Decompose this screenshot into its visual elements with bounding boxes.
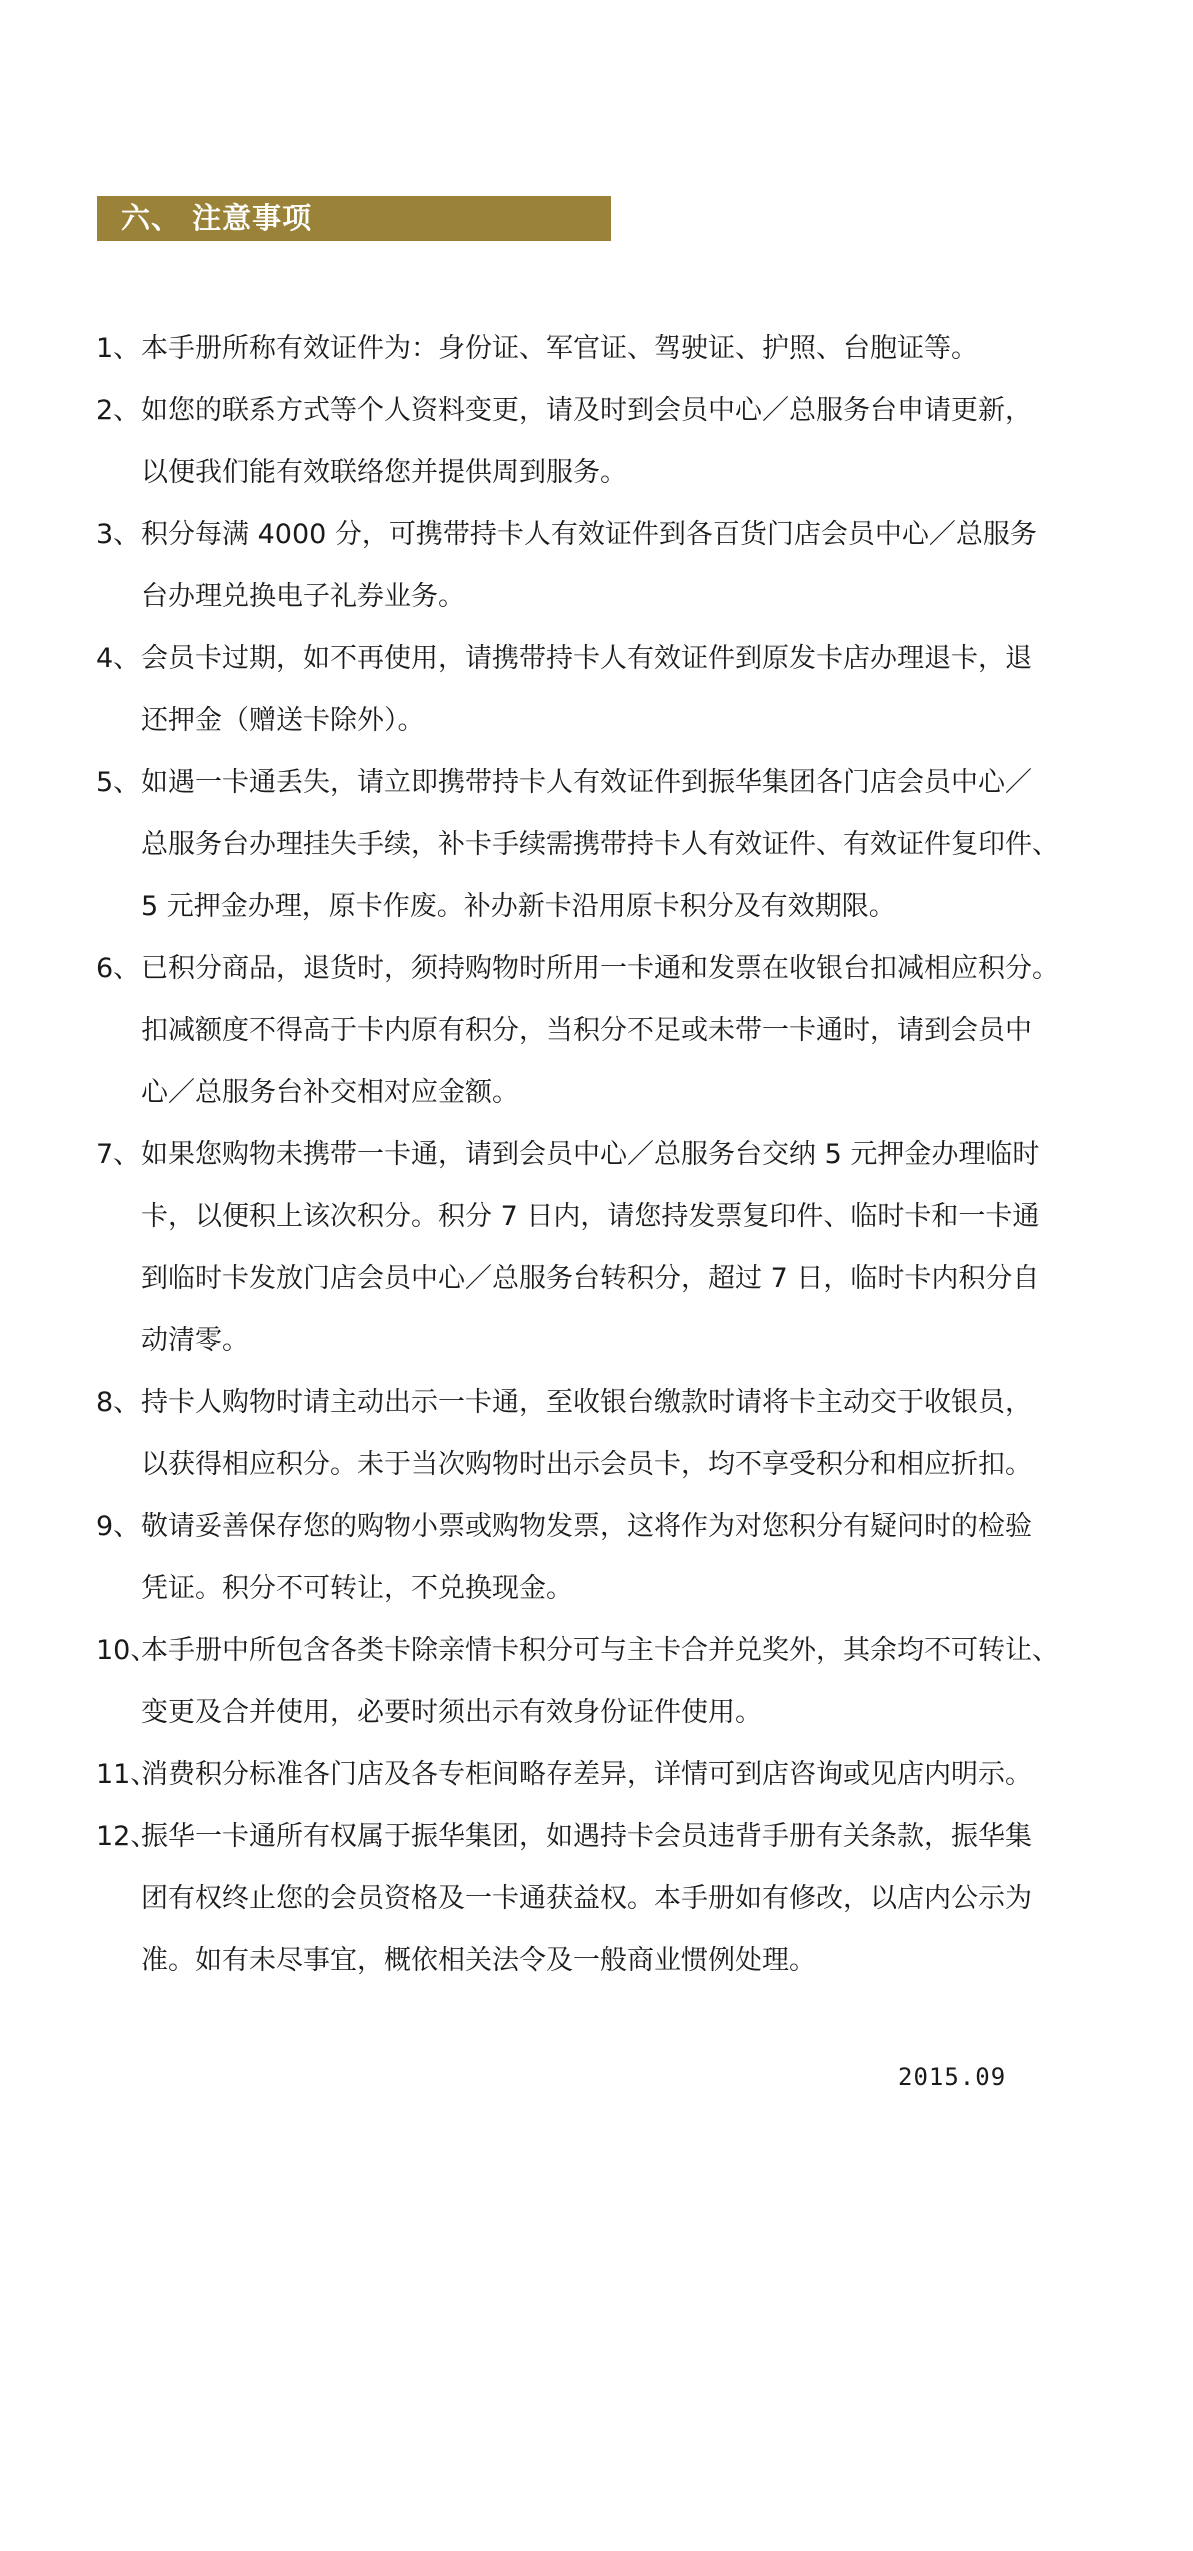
note-item — [96, 1372, 1126, 1496]
note-text-line: 持卡人购物时请主动出示一卡通，至收银台缴款时请将卡主动交于收银员， — [141, 1387, 1032, 1418]
note-item — [96, 938, 1126, 1124]
note-item — [96, 1496, 1126, 1620]
note-text-line: 扣减额度不得高于卡内原有积分，当积分不足或未带一卡通时，请到会员中 — [141, 1015, 1032, 1046]
note-text-line: 积分每满 4000 分，可携带持卡人有效证件到各百货门店会员中心／总服务 — [141, 519, 1037, 550]
note-text-line: 如您的联系方式等个人资料变更，请及时到会员中心／总服务台申请更新， — [141, 395, 1032, 426]
note-number: 12、 — [96, 1821, 158, 1852]
note-number: 3、 — [96, 519, 141, 550]
note-item — [96, 380, 1126, 504]
note-text-line: 本手册中所包含各类卡除亲情卡积分可与主卡合并兑奖外，其余均不可转让、 — [141, 1635, 1059, 1666]
note-number: 5、 — [96, 767, 141, 798]
note-item — [96, 1620, 1126, 1744]
note-item — [96, 318, 1126, 380]
note-item — [96, 752, 1126, 938]
note-text-line: 本手册所称有效证件为：身份证、军官证、驾驶证、护照、台胞证等。 — [141, 333, 978, 364]
note-text-line: 以便我们能有效联络您并提供周到服务。 — [141, 457, 627, 488]
document-date: 2015.09 — [898, 2063, 1007, 2091]
note-number: 11、 — [96, 1759, 158, 1790]
note-item — [96, 628, 1126, 752]
note-text-line: 还押金（赠送卡除外）。 — [141, 705, 425, 736]
note-number: 8、 — [96, 1387, 141, 1418]
note-item — [96, 504, 1126, 628]
note-text-line: 已积分商品，退货时，须持购物时所用一卡通和发票在收银台扣减相应积分。 — [141, 953, 1059, 984]
note-number: 9、 — [96, 1511, 141, 1542]
note-item — [96, 1744, 1126, 1806]
note-text-line: 团有权终止您的会员资格及一卡通获益权。本手册如有修改，以店内公示为 — [141, 1883, 1032, 1914]
section-header: 六、 注意事项 — [97, 196, 611, 241]
note-text-line: 到临时卡发放门店会员中心／总服务台转积分，超过 7 日，临时卡内积分自 — [141, 1263, 1040, 1294]
note-text-line: 如果您购物未携带一卡通，请到会员中心／总服务台交纳 5 元押金办理临时 — [141, 1139, 1040, 1170]
note-text-line: 以获得相应积分。未于当次购物时出示会员卡，均不享受积分和相应折扣。 — [141, 1449, 1032, 1480]
note-number: 1、 — [96, 333, 141, 364]
note-text-line: 凭证。积分不可转让，不兑换现金。 — [141, 1573, 573, 1604]
note-text-line: 5 元押金办理，原卡作废。补办新卡沿用原卡积分及有效期限。 — [141, 891, 896, 922]
note-text-line: 会员卡过期，如不再使用，请携带持卡人有效证件到原发卡店办理退卡，退 — [141, 643, 1032, 674]
note-text-line: 准。如有未尽事宜，概依相关法令及一般商业惯例处理。 — [141, 1945, 816, 1976]
note-number: 6、 — [96, 953, 141, 984]
note-number: 7、 — [96, 1139, 141, 1170]
note-text-line: 振华一卡通所有权属于振华集团，如遇持卡会员违背手册有关条款，振华集 — [141, 1821, 1032, 1852]
note-number: 4、 — [96, 643, 141, 674]
note-text-line: 变更及合并使用，必要时须出示有效身份证件使用。 — [141, 1697, 762, 1728]
note-number: 10、 — [96, 1635, 158, 1666]
note-item — [96, 1124, 1126, 1372]
note-text-line: 如遇一卡通丢失，请立即携带持卡人有效证件到振华集团各门店会员中心／ — [141, 767, 1032, 798]
note-item — [96, 1806, 1126, 1992]
note-text-line: 心／总服务台补交相对应金额。 — [141, 1077, 519, 1108]
note-text-line: 总服务台办理挂失手续，补卡手续需携带持卡人有效证件、有效证件复印件、 — [141, 829, 1059, 860]
note-text-line: 动清零。 — [141, 1325, 249, 1356]
note-text-line: 台办理兑换电子礼券业务。 — [141, 581, 465, 612]
note-text-line: 敬请妥善保存您的购物小票或购物发票，这将作为对您积分有疑问时的检验 — [141, 1511, 1032, 1542]
note-text-line: 卡，以便积上该次积分。积分 7 日内，请您持发票复印件、临时卡和一卡通 — [141, 1201, 1040, 1232]
note-text-line: 消费积分标准各门店及各专柜间略存差异，详情可到店咨询或见店内明示。 — [141, 1759, 1032, 1790]
notes-list — [96, 318, 1126, 1992]
note-number: 2、 — [96, 395, 141, 426]
